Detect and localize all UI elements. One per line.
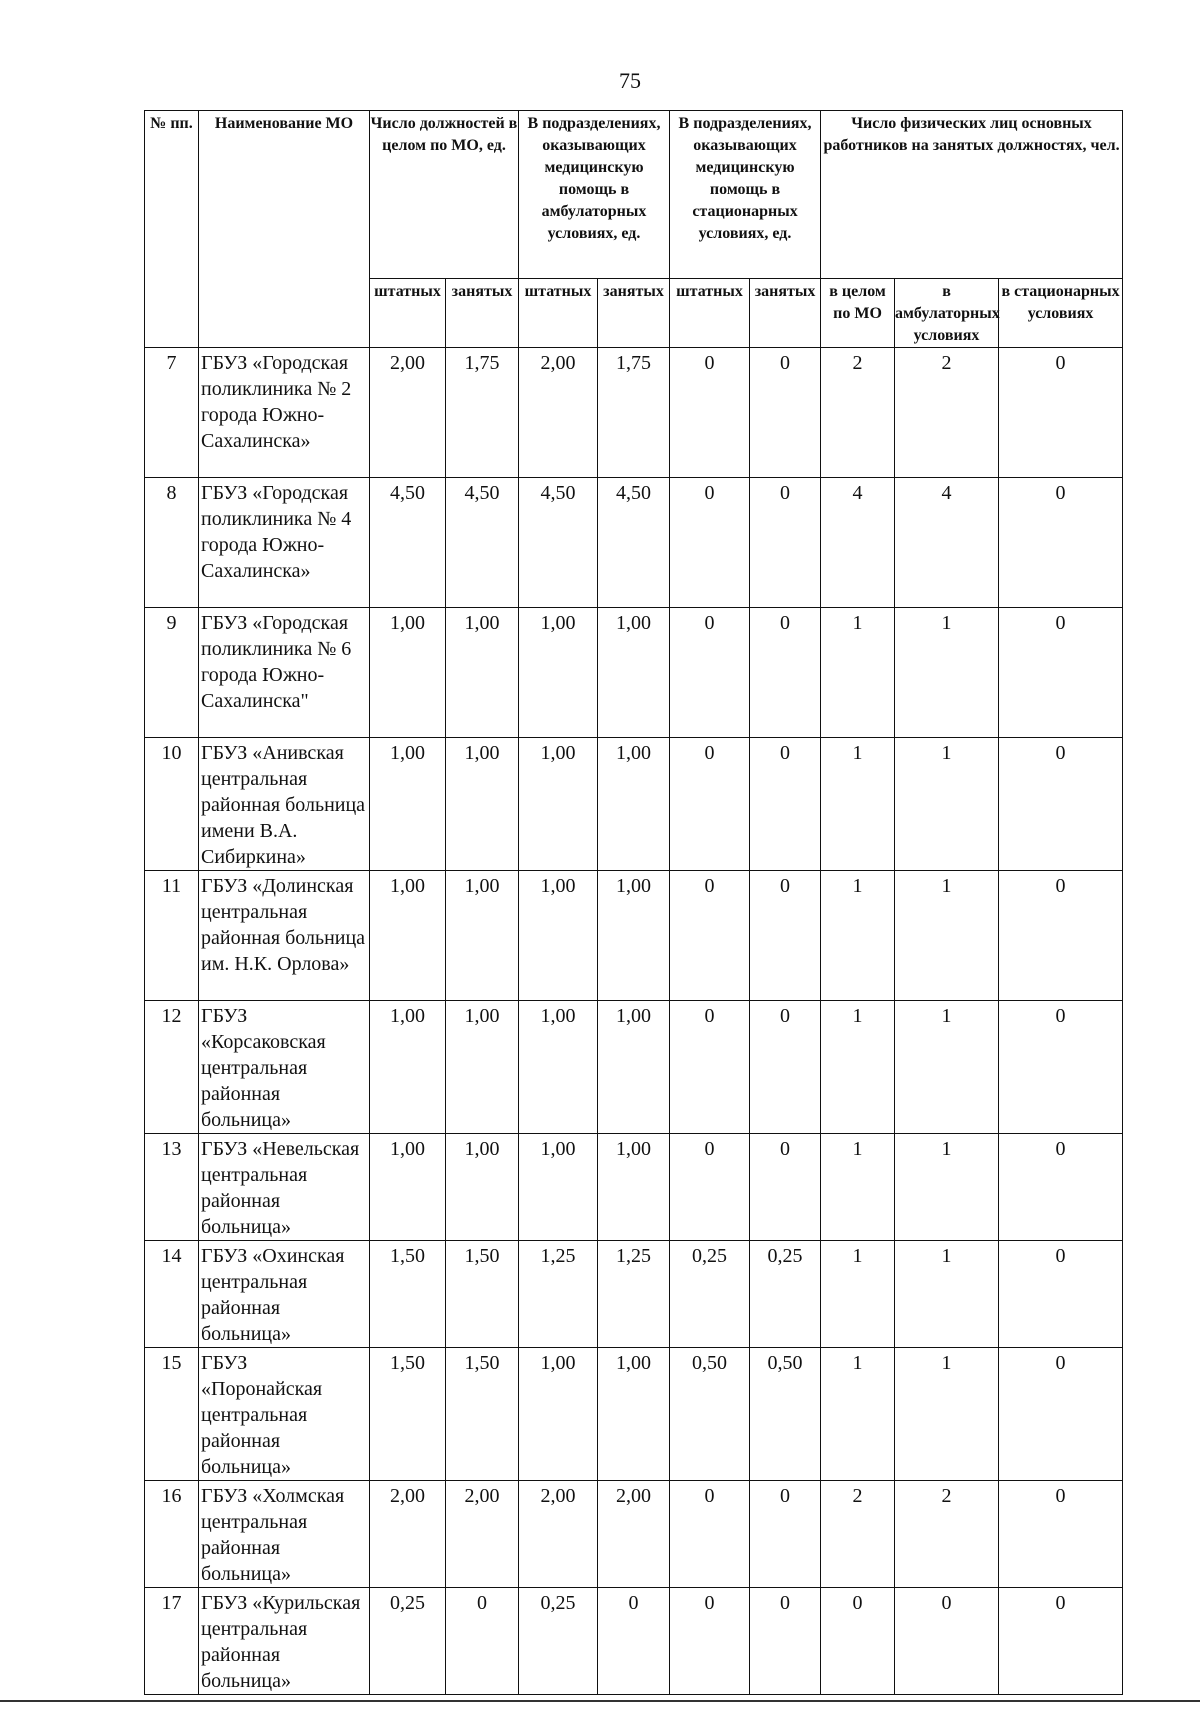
cell-amb-staff: 4,50 [519,478,598,608]
cell-p-st: 0 [999,478,1123,608]
cell-num: 7 [145,348,199,478]
cell-name: ГБУЗ «Анивская центральная районная больница имени В.А. Сибиркина» [199,738,370,871]
cell-st-staff: 0 [670,1481,750,1588]
cell-p-total: 2 [821,1481,895,1588]
cell-total-staff: 1,50 [370,1241,446,1348]
cell-name: ГБУЗ «Долинская центральная районная больница им. Н.К. Орлова» [199,871,370,1001]
cell-p-amb: 1 [895,1241,999,1348]
cell-p-amb: 1 [895,608,999,738]
cell-amb-staff: 1,00 [519,1001,598,1134]
cell-num: 8 [145,478,199,608]
cell-amb-occ: 1,75 [598,348,670,478]
cell-st-occ: 0 [750,348,821,478]
header-in-total-mo: в целом по МО [821,279,895,348]
cell-total-staff: 1,00 [370,871,446,1001]
cell-st-staff: 0 [670,608,750,738]
cell-p-total: 2 [821,348,895,478]
header-amb-occupied: занятых [598,279,670,348]
cell-amb-staff: 2,00 [519,348,598,478]
cell-p-amb: 0 [895,1588,999,1695]
cell-p-total: 1 [821,1348,895,1481]
cell-p-st: 0 [999,608,1123,738]
header-total: Число должностей в целом по МО, ед. [370,111,519,279]
cell-total-occ: 1,00 [446,738,519,871]
cell-st-staff: 0 [670,1001,750,1134]
header-ambulatory: В подразделениях, оказывающих медицинскую помощь в амбулаторных условиях, ед. [519,111,670,279]
cell-p-total: 1 [821,1134,895,1241]
cell-amb-staff: 1,00 [519,871,598,1001]
cell-st-staff: 0 [670,478,750,608]
cell-p-st: 0 [999,738,1123,871]
page-number: 75 [619,68,641,93]
cell-st-staff: 0 [670,738,750,871]
cell-p-total: 1 [821,738,895,871]
cell-name: ГБУЗ «Невельская центральная районная больница» [199,1134,370,1241]
cell-st-staff: 0 [670,1588,750,1695]
cell-amb-occ: 1,00 [598,1348,670,1481]
cell-p-st: 0 [999,348,1123,478]
cell-amb-occ: 1,25 [598,1241,670,1348]
cell-total-occ: 1,00 [446,1134,519,1241]
cell-p-total: 1 [821,871,895,1001]
table-row [145,608,1123,738]
cell-amb-staff: 1,25 [519,1241,598,1348]
cell-name: ГБУЗ «Холмская центральная районная больница» [199,1481,370,1588]
cell-total-staff: 2,00 [370,348,446,478]
cell-total-occ: 2,00 [446,1481,519,1588]
cell-p-amb: 4 [895,478,999,608]
cell-p-st: 0 [999,871,1123,1001]
cell-total-occ: 1,75 [446,348,519,478]
cell-p-amb: 2 [895,348,999,478]
header-st-staff: штатных [670,279,750,348]
cell-p-total: 1 [821,1001,895,1134]
cell-p-st: 0 [999,1134,1123,1241]
cell-st-staff: 0,25 [670,1241,750,1348]
cell-p-total: 1 [821,608,895,738]
cell-total-occ: 1,00 [446,1001,519,1134]
cell-st-occ: 0 [750,738,821,871]
cell-amb-occ: 1,00 [598,871,670,1001]
cell-num: 10 [145,738,199,871]
cell-p-amb: 1 [895,1134,999,1241]
cell-name: ГБУЗ «Корсаковская центральная районная больница» [199,1001,370,1134]
cell-total-occ: 1,50 [446,1241,519,1348]
cell-st-occ: 0 [750,871,821,1001]
header-in-stationary: в стационарных условиях [999,279,1123,348]
cell-num: 16 [145,1481,199,1588]
cell-p-st: 0 [999,1241,1123,1348]
cell-total-occ: 0 [446,1588,519,1695]
cell-total-staff: 4,50 [370,478,446,608]
scan-edge-line [0,1700,1200,1702]
cell-num: 14 [145,1241,199,1348]
header-in-ambulatory: в амбулаторных условиях [895,279,999,348]
cell-total-occ: 1,00 [446,871,519,1001]
cell-name: ГБУЗ «Городская поликлиника № 4 города Южно-Сахалинска» [199,478,370,608]
table-row [145,1241,1123,1348]
table-body [145,348,1123,1695]
cell-p-amb: 2 [895,1481,999,1588]
cell-p-total: 1 [821,1241,895,1348]
cell-num: 11 [145,871,199,1001]
cell-amb-staff: 0,25 [519,1588,598,1695]
cell-num: 12 [145,1001,199,1134]
cell-amb-occ: 2,00 [598,1481,670,1588]
cell-name: ГБУЗ «Городская поликлиника № 2 города Южно-Сахалинска» [199,348,370,478]
header-amb-staff: штатных [519,279,598,348]
cell-amb-staff: 1,00 [519,1348,598,1481]
cell-total-staff: 1,00 [370,1001,446,1134]
cell-amb-occ: 1,00 [598,738,670,871]
cell-total-occ: 4,50 [446,478,519,608]
cell-amb-staff: 1,00 [519,738,598,871]
cell-num: 15 [145,1348,199,1481]
cell-st-occ: 0,25 [750,1241,821,1348]
cell-total-staff: 1,00 [370,1134,446,1241]
header-num: № пп. [145,111,199,348]
header-total-occupied: занятых [446,279,519,348]
cell-p-st: 0 [999,1001,1123,1134]
cell-p-st: 0 [999,1348,1123,1481]
cell-num: 9 [145,608,199,738]
cell-total-staff: 1,50 [370,1348,446,1481]
table-row [145,738,1123,871]
cell-st-staff: 0 [670,348,750,478]
header-total-staff: штатных [370,279,446,348]
cell-amb-occ: 1,00 [598,1001,670,1134]
cell-total-staff: 1,00 [370,608,446,738]
header-st-occupied: занятых [750,279,821,348]
table-row [145,1588,1123,1695]
cell-p-st: 0 [999,1481,1123,1588]
cell-amb-staff: 1,00 [519,1134,598,1241]
cell-st-staff: 0,50 [670,1348,750,1481]
cell-amb-occ: 1,00 [598,608,670,738]
table-row [145,478,1123,608]
cell-amb-occ: 4,50 [598,478,670,608]
cell-st-staff: 0 [670,871,750,1001]
cell-num: 17 [145,1588,199,1695]
cell-p-total: 0 [821,1588,895,1695]
cell-p-amb: 1 [895,738,999,871]
cell-amb-occ: 0 [598,1588,670,1695]
header-name: Наименование МО [199,111,370,348]
cell-st-occ: 0 [750,608,821,738]
cell-st-occ: 0 [750,1481,821,1588]
cell-name: ГБУЗ «Городская поликлиника № 6 города Южно-Сахалинска" [199,608,370,738]
cell-st-occ: 0 [750,1134,821,1241]
cell-st-staff: 0 [670,1134,750,1241]
cell-st-occ: 0 [750,478,821,608]
cell-num: 13 [145,1134,199,1241]
cell-total-staff: 1,00 [370,738,446,871]
cell-name: ГБУЗ «Курильская центральная районная больница» [199,1588,370,1695]
table-row [145,871,1123,1001]
staffing-table [144,110,1123,1695]
cell-p-amb: 1 [895,1348,999,1481]
cell-name: ГБУЗ «Охинская центральная районная больница» [199,1241,370,1348]
cell-amb-occ: 1,00 [598,1134,670,1241]
table-row [145,1348,1123,1481]
cell-amb-staff: 2,00 [519,1481,598,1588]
cell-p-st: 0 [999,1588,1123,1695]
table-row [145,1134,1123,1241]
cell-st-occ: 0,50 [750,1348,821,1481]
cell-total-staff: 2,00 [370,1481,446,1588]
cell-total-staff: 0,25 [370,1588,446,1695]
cell-p-amb: 1 [895,1001,999,1134]
cell-st-occ: 0 [750,1588,821,1695]
cell-amb-staff: 1,00 [519,608,598,738]
cell-name: ГБУЗ «Поронайская центральная районная больница» [199,1348,370,1481]
cell-total-occ: 1,00 [446,608,519,738]
header-stationary: В подразделениях, оказывающих медицинскую помощь в стационарных условиях, ед. [670,111,821,279]
cell-total-occ: 1,50 [446,1348,519,1481]
cell-p-amb: 1 [895,871,999,1001]
header-persons: Число физических лиц основных работников на занятых должностях, чел. [821,111,1123,279]
table-row [145,1481,1123,1588]
cell-st-occ: 0 [750,1001,821,1134]
cell-p-total: 4 [821,478,895,608]
table-row [145,348,1123,478]
table-row [145,1001,1123,1134]
